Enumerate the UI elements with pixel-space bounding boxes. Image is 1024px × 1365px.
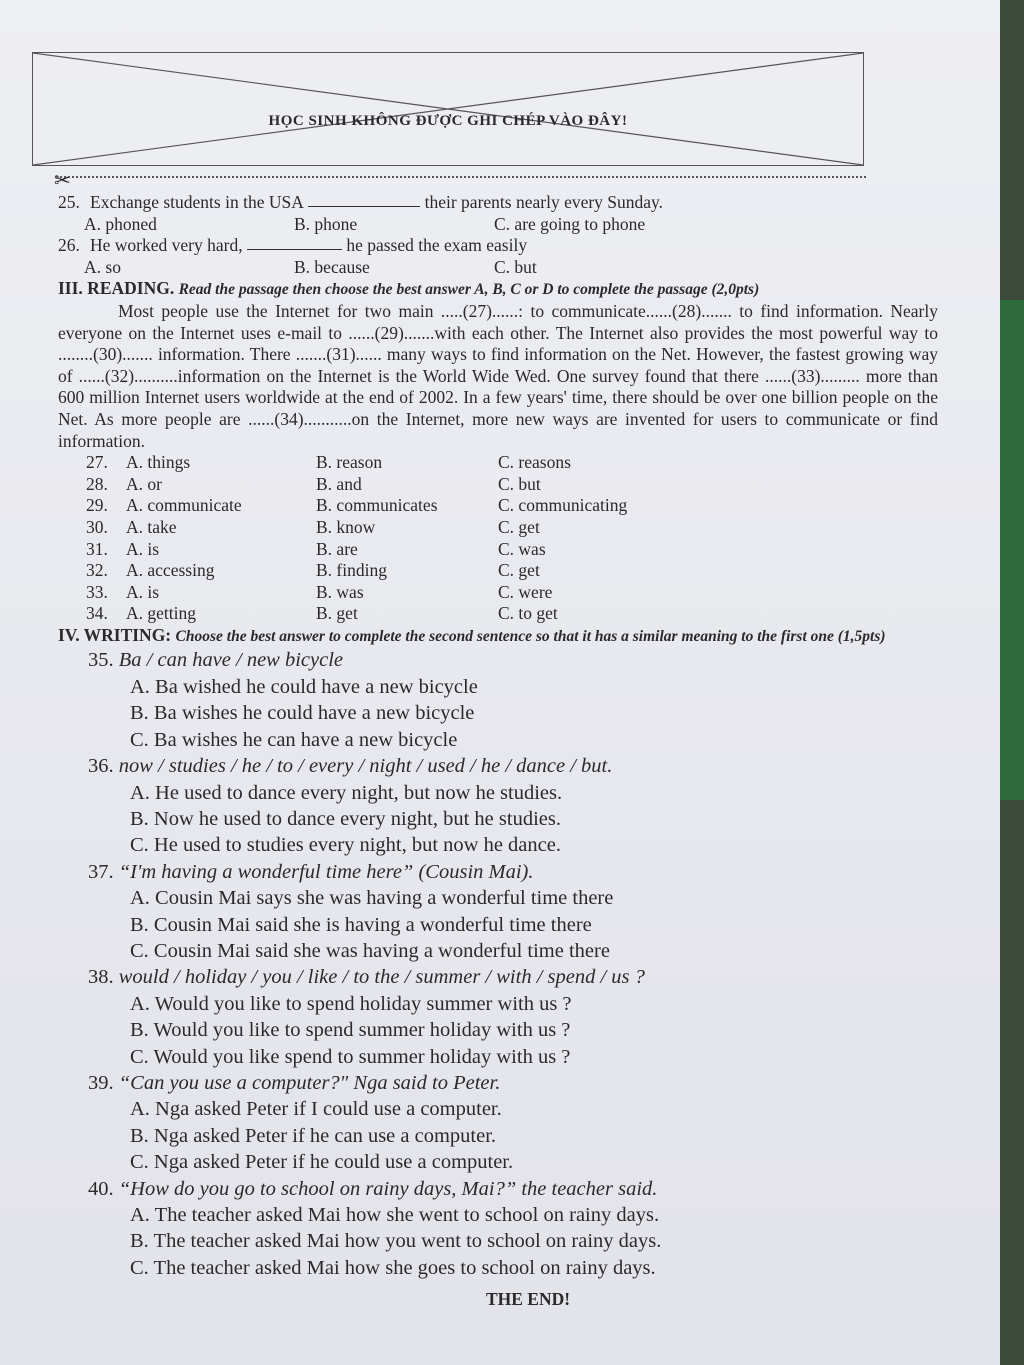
writing-prompt-line (88, 753, 938, 779)
writing-question (58, 1070, 938, 1176)
question-number: 40. (88, 1177, 114, 1200)
answer-option: C. reasons (498, 452, 571, 473)
writing-question (58, 753, 938, 859)
question-number: 29. (86, 495, 108, 516)
writing-prompt: Ba / can have / new bicycle (118, 649, 344, 672)
cut-line (56, 176, 866, 178)
answer-option: A. accessing (126, 560, 215, 581)
answer-option: A. or (126, 473, 162, 494)
reading-question-row (58, 474, 938, 496)
question-number: 39. (88, 1071, 114, 1094)
the-end: THE END! (485, 1289, 571, 1310)
options-26: A. so B. because C. but (84, 256, 537, 277)
question-number: 35. (88, 649, 114, 672)
writing-questions (58, 647, 938, 1281)
question-number: 32. (86, 560, 108, 581)
answer-option: C. get (498, 516, 540, 537)
reading-question-row (58, 539, 938, 561)
answer-option: A. getting (126, 603, 196, 624)
answer-option: A. Ba wished he could have a new bicycle (130, 675, 478, 698)
answer-option: C. to get (498, 603, 558, 624)
scissors-icon: ✂ (54, 170, 71, 192)
answer-option: B. and (316, 473, 362, 494)
answer-option: B. Nga asked Peter if he can use a computer. (130, 1124, 497, 1147)
reading-question-row (58, 517, 938, 539)
question-number: 38. (88, 966, 114, 989)
blank (247, 235, 342, 250)
writing-prompt: would / holiday / you / like / to the / summer / with / spend / us ? (118, 966, 645, 989)
answer-option: A. Cousin Mai says she was having a wonderful time there (130, 887, 614, 910)
answer-option: C. but (498, 473, 541, 494)
cross-lines (33, 53, 863, 165)
answer-option: C. communicating (498, 495, 628, 516)
answer-option: B. The teacher asked Mai how you went to school on rainy days. (130, 1230, 662, 1253)
writing-question (58, 964, 938, 1070)
answer-option: C. was (498, 538, 546, 559)
answer-option: A. communicate (126, 495, 242, 516)
reading-question-row (58, 560, 938, 582)
question-number: 31. (86, 538, 108, 559)
section-reading-heading: III. READING. Read the passage then choose the best answer A, B, C or D to complete the passage (2,0pts) (58, 278, 760, 299)
reading-question-row (58, 495, 938, 517)
answer-option: A. is (126, 581, 160, 602)
options-25: A. phoned B. phone C. are going to phone (84, 213, 646, 234)
reading-question-row (58, 582, 938, 604)
reading-passage: Most people use the Internet for two main .....(27)......: to communicate......(28)....... to find information. Nearly everyone on the Internet uses e-mail to ......(29).......with each other. The Internet also provides the most powerful way to ........(30)....... information. There .......(31)...... many ways to find information on the Net. However, the fastest growing way of ......(32)..........information on the Internet is the World Wide Wed. One survey found that there ......(33)......... more than 600 million Internet users worldwide at the end of 2002. In a few years' time, there should be over one billion people on the Net. As more people are ......(34)...........on the Internet, more new ways are invented for users to communicate or find information. (58, 300, 938, 451)
writing-prompt-line (88, 964, 938, 990)
question-number: 33. (86, 581, 108, 602)
answer-option: B. communicates (316, 495, 438, 516)
answer-option: B. are (316, 538, 358, 559)
question-25: 25. Exchange students in the USA their parents nearly every Sunday. (58, 192, 664, 212)
reading-question-row (58, 452, 938, 474)
answer-option: A. He used to dance every night, but now he studies. (130, 781, 563, 804)
question-26: 26. He worked very hard, he passed the exam easily (58, 235, 528, 256)
blank (308, 192, 420, 207)
writing-prompt-line (88, 1070, 938, 1096)
reading-questions (58, 452, 938, 625)
question-number: 34. (86, 603, 108, 624)
answer-option: B. Ba wishes he could have a new bicycle (130, 702, 475, 725)
answer-option: C. Would you like spend to summer holiday with us ? (130, 1045, 571, 1068)
notice-text: HỌC SINH KHÔNG ĐƯỢC GHI CHÉP VÀO ĐÂY! (268, 113, 628, 129)
writing-prompt-line (88, 1176, 938, 1202)
exam-content (58, 192, 938, 1311)
answer-option: A. Nga asked Peter if I could use a computer. (130, 1098, 502, 1121)
answer-option: C. He used to studies every night, but now he dance. (130, 834, 561, 857)
question-number: 36. (88, 755, 114, 778)
answer-option: A. Would you like to spend holiday summer with us ? (130, 992, 572, 1015)
question-number: 27. (86, 452, 108, 473)
question-number: 30. (86, 516, 108, 537)
answer-option: C. get (498, 560, 540, 581)
answer-option: B. finding (316, 560, 387, 581)
answer-option: A. take (126, 516, 177, 537)
answer-option: B. Now he used to dance every night, but he studies. (130, 807, 561, 830)
reading-question-row (58, 603, 938, 625)
answer-option: B. reason (316, 452, 383, 473)
writing-prompt: “I'm having a wonderful time here” (Cousin Mai). (118, 860, 534, 883)
answer-option: C. Nga asked Peter if he could use a computer. (130, 1151, 514, 1174)
writing-question (58, 859, 938, 965)
answer-option: A. The teacher asked Mai how she went to school on rainy days. (130, 1204, 660, 1226)
answer-option: C. The teacher asked Mai how she goes to school on rainy days. (130, 1256, 656, 1279)
writing-prompt-line (88, 647, 938, 673)
answer-option: B. was (316, 581, 364, 602)
answer-option: C. Ba wishes he can have a new bicycle (130, 728, 458, 751)
writing-question (58, 1176, 938, 1282)
writing-question (58, 647, 938, 753)
question-number: 37. (88, 860, 114, 883)
writing-prompt-line (88, 859, 938, 885)
answer-option: B. get (316, 603, 358, 624)
answer-option: A. is (126, 538, 160, 559)
answer-option: C. Cousin Mai said she was having a wonderful time there (130, 939, 610, 962)
answer-option: B. know (316, 516, 376, 537)
answer-option: A. things (126, 452, 191, 473)
writing-prompt: now / studies / he / to / every / night / used / he / dance / but. (118, 755, 613, 778)
writing-prompt: “Can you use a computer?" Nga said to Peter. (118, 1071, 501, 1094)
question-number: 28. (86, 473, 108, 494)
answer-option: B. Would you like to spend summer holiday with us ? (130, 1019, 571, 1042)
section-writing-heading: IV. WRITING: Choose the best answer to complete the second sentence so that it has a similar meaning to the first one (1,5pts) (58, 624, 886, 645)
no-writing-box (32, 52, 864, 166)
answer-option: B. Cousin Mai said she is having a wonderful time there (130, 913, 592, 936)
answer-option: C. were (498, 581, 553, 602)
writing-prompt: “How do you go to school on rainy days, Mai?” the teacher said. (118, 1177, 658, 1200)
